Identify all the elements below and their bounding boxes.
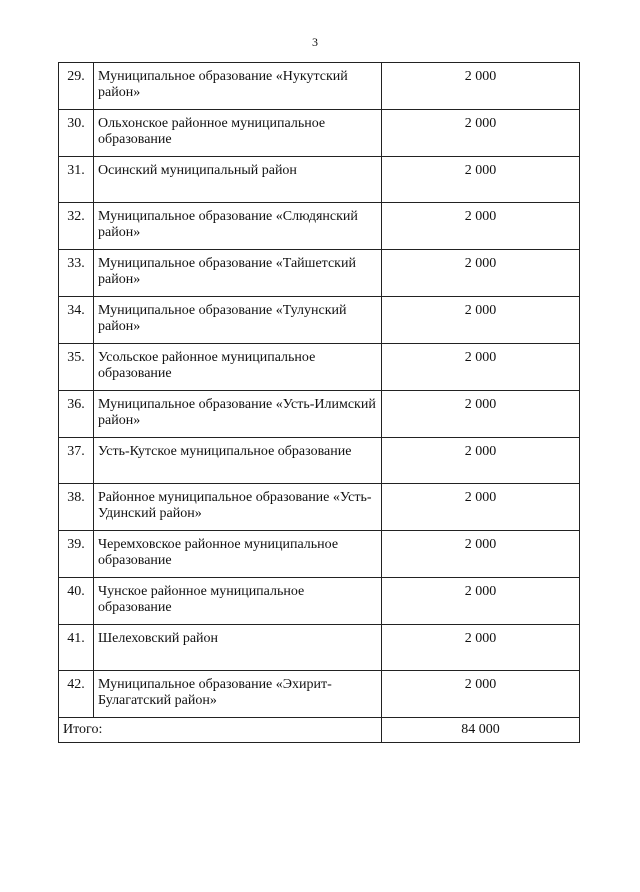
amount-cell: 2 000 [382,63,580,110]
amount-cell: 2 000 [382,157,580,203]
municipality-name-cell: Ольхонское районное муниципальное образование [94,110,382,157]
amount-cell: 2 000 [382,438,580,484]
amount-cell: 2 000 [382,484,580,531]
municipality-name-cell: Осинский муниципальный район [94,157,382,203]
municipality-name-cell: Черемховское районное муниципальное образование [94,531,382,578]
municipality-name-cell: Муниципальное образование «Слюдянский район» [94,203,382,250]
row-number-cell: 31. [59,157,94,203]
amount-cell: 2 000 [382,671,580,718]
municipality-name-cell: Шелеховский район [94,625,382,671]
amount-cell: 2 000 [382,625,580,671]
municipality-name-cell: Районное муниципальное образование «Усть-Удинский район» [94,484,382,531]
amount-cell: 2 000 [382,203,580,250]
row-number-cell: 41. [59,625,94,671]
row-number-cell: 34. [59,297,94,344]
row-number-cell: 29. [59,63,94,110]
table-row [59,250,580,297]
amount-cell: 2 000 [382,531,580,578]
municipality-name-cell: Муниципальное образование «Нукутский район» [94,63,382,110]
row-number-cell: 38. [59,484,94,531]
table-row [59,157,580,203]
amount-cell: 2 000 [382,391,580,438]
amount-cell: 2 000 [382,250,580,297]
table-row [59,531,580,578]
table-row [59,625,580,671]
table-row [59,297,580,344]
row-number-cell: 35. [59,344,94,391]
row-number-cell: 36. [59,391,94,438]
table-row [59,344,580,391]
total-row [59,718,580,743]
page-number: 3 [312,35,318,49]
amount-cell: 2 000 [382,297,580,344]
row-number-cell: 39. [59,531,94,578]
amount-cell: 2 000 [382,110,580,157]
table-row [59,578,580,625]
table-row [59,438,580,484]
table-row [59,484,580,531]
table-row [59,63,580,110]
allocation-table-container [58,62,580,743]
row-number-cell: 30. [59,110,94,157]
table-row [59,110,580,157]
table-row [59,203,580,250]
amount-cell: 2 000 [382,344,580,391]
allocation-table [58,62,580,743]
municipality-name-cell: Чунское районное муниципальное образование [94,578,382,625]
municipality-name-cell: Муниципальное образование «Тайшетский район» [94,250,382,297]
total-amount: 84 000 [382,718,580,743]
row-number-cell: 33. [59,250,94,297]
table-row [59,391,580,438]
row-number-cell: 42. [59,671,94,718]
municipality-name-cell: Усольское районное муниципальное образование [94,344,382,391]
table-body [59,63,580,743]
municipality-name-cell: Муниципальное образование «Усть-Илимский район» [94,391,382,438]
municipality-name-cell: Муниципальное образование «Эхирит-Булагатский район» [94,671,382,718]
row-number-cell: 32. [59,203,94,250]
municipality-name-cell: Муниципальное образование «Тулунский район» [94,297,382,344]
municipality-name-cell: Усть-Кутское муниципальное образование [94,438,382,484]
row-number-cell: 37. [59,438,94,484]
amount-cell: 2 000 [382,578,580,625]
row-number-cell: 40. [59,578,94,625]
table-row [59,671,580,718]
total-label: Итого: [59,718,382,743]
